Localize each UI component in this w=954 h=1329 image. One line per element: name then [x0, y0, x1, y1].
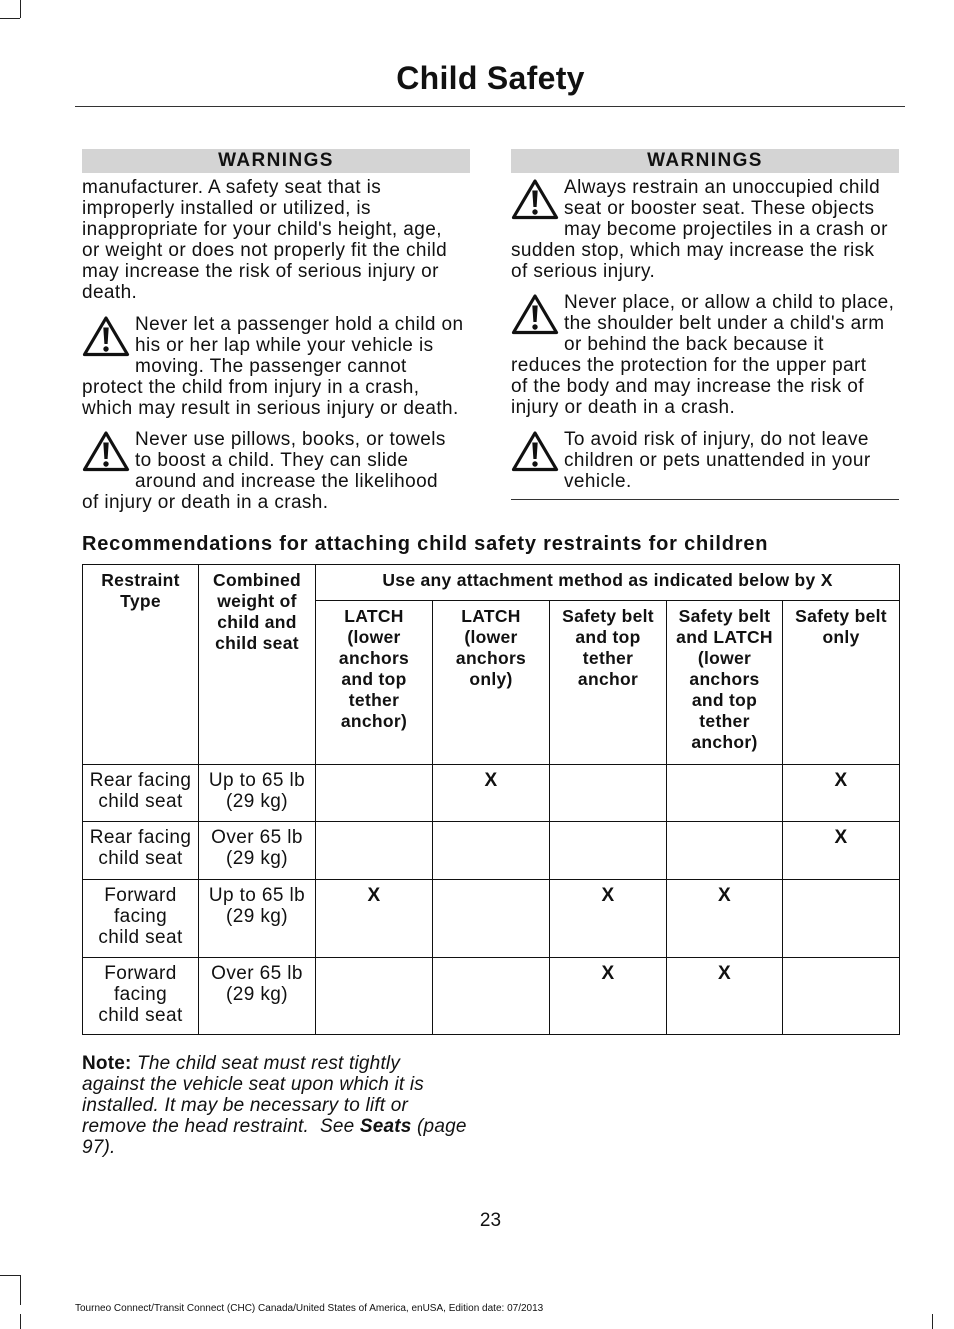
table-header-row — [83, 565, 900, 601]
header-attachment-method: Use any attachment method as indicated below by X — [316, 565, 900, 601]
warnings-header-left: WARNINGS — [82, 149, 470, 173]
note-label: Note: — [82, 1053, 132, 1074]
warnings-header-right: WARNINGS — [511, 149, 899, 173]
header-latch-top-tether: LATCH (lower anchors and top tether anchor) — [316, 601, 433, 765]
mark-belt-latch — [667, 822, 783, 880]
seats-cross-reference-link[interactable]: Seats — [359, 1116, 412, 1137]
header-belt-top-tether: Safety belt and top tether anchor — [550, 601, 667, 765]
header-restraint-type: Restraint Type — [83, 565, 199, 765]
note-text: The child seat must rest tightly against the vehicle seat upon which it is installed. It may be necessary to lift or remove the head restraint. See — [82, 1053, 424, 1137]
header-rule — [75, 106, 905, 107]
crop-mark — [20, 0, 21, 18]
mark-latch-lower-only: X — [433, 765, 550, 822]
warning-text: Never place, or allow a child to place, the shoulder belt under a child's arm or behind the back because it reduces the protection for the upper part of the body and may increase the risk of injury or death in a crash. — [511, 292, 895, 418]
mark-latch-top-tether: X — [316, 880, 433, 958]
note-paragraph — [82, 1053, 470, 1158]
restraint-recommendations-table — [82, 564, 900, 1035]
warning-item — [82, 429, 470, 513]
mark-latch-top-tether — [316, 765, 433, 822]
crop-mark — [20, 1314, 21, 1329]
cell-combined-weight: Up to 65 lb (29 kg) — [199, 765, 316, 822]
cell-restraint-type: Rear facing child seat — [83, 765, 199, 822]
mark-latch-top-tether — [316, 958, 433, 1035]
mark-belt-only — [783, 880, 900, 958]
mark-belt-only: X — [783, 822, 900, 880]
header-combined-weight: Combined weight of child and child seat — [199, 565, 316, 765]
mark-latch-lower-only — [433, 880, 550, 958]
crop-mark — [932, 1314, 933, 1329]
mark-belt-top-tether: X — [550, 958, 667, 1035]
header-belt-only: Safety belt only — [783, 601, 900, 765]
cell-combined-weight: Up to 65 lb (29 kg) — [199, 880, 316, 958]
page-number: 23 — [479, 1210, 502, 1231]
warning-text: Never use pillows, books, or towels to boost a child. They can slide around and increase the likelihood of injury or death in a crash. — [82, 429, 446, 513]
warning-triangle-icon — [82, 314, 135, 376]
warning-triangle-icon — [82, 429, 135, 491]
warning-triangle-icon — [511, 429, 564, 491]
mark-belt-only — [783, 958, 900, 1035]
mark-latch-lower-only — [433, 822, 550, 880]
mark-belt-top-tether — [550, 765, 667, 822]
page-title: Child Safety — [396, 60, 585, 96]
warning-triangle-icon — [511, 177, 564, 239]
table-row — [83, 822, 900, 880]
warning-item — [511, 429, 899, 492]
warning-item — [511, 292, 899, 418]
cell-restraint-type: Forward facing child seat — [83, 880, 199, 958]
header-latch-lower-only: LATCH (lower anchors only) — [433, 601, 550, 765]
mark-belt-latch: X — [667, 958, 783, 1035]
warning-text: Always restrain an unoccupied child seat or booster seat. These objects may become projectiles in a crash or sudden stop, which may increase the risk of serious injury. — [511, 177, 888, 282]
cell-combined-weight: Over 65 lb (29 kg) — [199, 958, 316, 1035]
mark-latch-lower-only — [433, 958, 550, 1035]
warning-text: Never let a passenger hold a child on his or her lap while your vehicle is moving. The passenger cannot protect the child from injury in a crash, which may result in serious injury or death. — [82, 314, 464, 419]
table-row — [83, 958, 900, 1035]
mark-belt-top-tether — [550, 822, 667, 880]
table-row — [83, 880, 900, 958]
header-belt-latch: Safety belt and LATCH (lower anchors and top tether anchor) — [667, 601, 783, 765]
mark-latch-top-tether — [316, 822, 433, 880]
cell-combined-weight: Over 65 lb (29 kg) — [199, 822, 316, 880]
cell-restraint-type: Rear facing child seat — [83, 822, 199, 880]
table-row — [83, 765, 900, 822]
cell-restraint-type: Forward facing child seat — [83, 958, 199, 1035]
warning-triangle-icon — [511, 292, 564, 354]
footer-edition-info: Tourneo Connect/Transit Connect (CHC) Canada/United States of America, enUSA, Edition date: 07/2013 — [75, 1303, 544, 1314]
warning-item — [82, 314, 470, 419]
mark-belt-top-tether: X — [550, 880, 667, 958]
table-heading: Recommendations for attaching child safety restraints for children — [82, 533, 769, 555]
mark-belt-latch — [667, 765, 783, 822]
warning-item — [511, 177, 899, 282]
mark-belt-latch: X — [667, 880, 783, 958]
crop-mark — [0, 18, 20, 19]
warnings-end-rule — [511, 499, 899, 500]
crop-mark — [0, 1275, 20, 1276]
note-page-reference: (page 97). — [82, 1116, 467, 1158]
intro-paragraph: manufacturer. A safety seat that is improperly installed or utilized, is inappropriate for your child's height, age, or weight or does not properly fit the child may increase the risk of serious injury or death. — [82, 177, 448, 303]
mark-belt-only: X — [783, 765, 900, 822]
warning-text: To avoid risk of injury, do not leave children or pets unattended in your vehicle. — [564, 429, 871, 492]
crop-mark — [20, 1275, 21, 1305]
